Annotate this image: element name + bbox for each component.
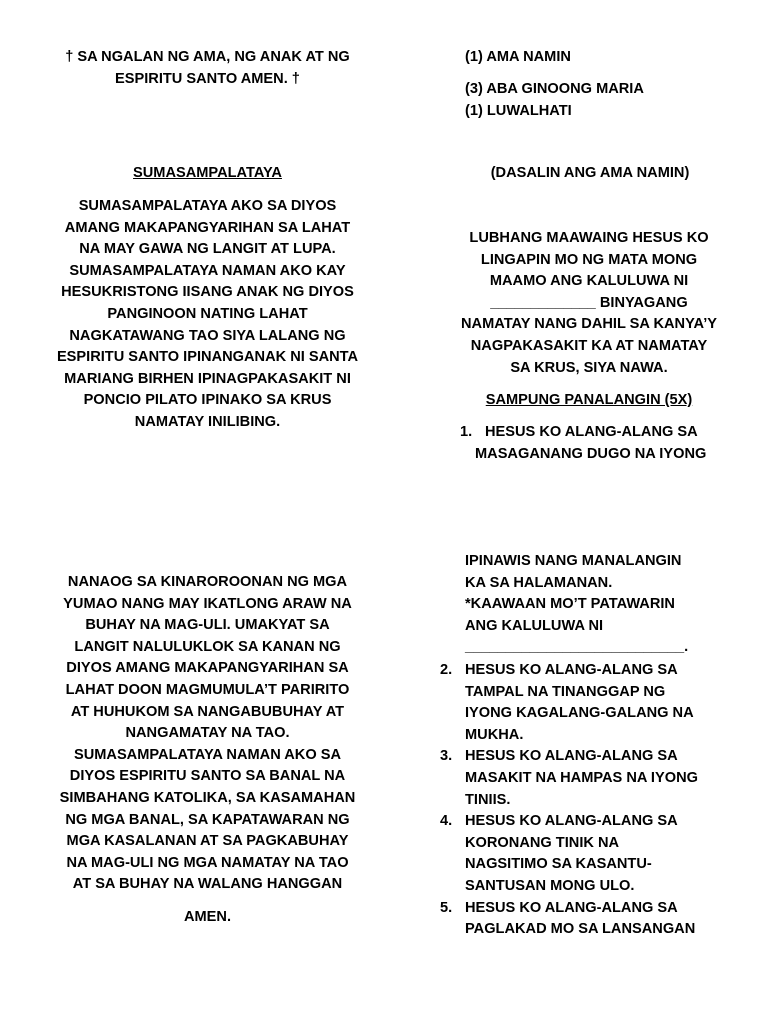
text-line: PANGINOON NATING LAHAT xyxy=(107,305,308,322)
text-line: SA KRUS, SIYA NAWA. xyxy=(510,359,668,376)
amen-wrap xyxy=(30,907,385,929)
list-item xyxy=(460,422,760,465)
ten-prayers-list-part1 xyxy=(460,422,760,465)
list-item xyxy=(440,746,740,811)
text-line: SUMASAMPALATAYA NAMAN AKO KAY xyxy=(69,262,346,279)
list-number: 4. xyxy=(440,813,453,830)
text-line: NANAOG SA KINAROROONAN NG MGA xyxy=(67,574,348,590)
mercy-prayer xyxy=(430,228,748,379)
ten-prayers-title: SAMPUNG PANALANGIN (5X) xyxy=(485,392,693,408)
text-line: AT SA BUHAY NA WALANG HANGGAN xyxy=(72,876,343,893)
prayer-list-cont xyxy=(465,79,745,122)
text-line: MASAGANANG DUGO NA IYONG xyxy=(475,445,707,462)
text-line: NG MGA BANAL, SA KAPATAWARAN NG xyxy=(65,811,350,828)
text-line: SUMASAMPALATAYA AKO SA DIYOS xyxy=(78,198,337,214)
creed-part-1 xyxy=(30,196,385,434)
prayer-list xyxy=(465,47,745,69)
list-number: 1. xyxy=(460,424,473,440)
text-line: MASAKIT NA HAMPAS NA IYONG xyxy=(465,769,698,786)
ten-prayers-title-wrap xyxy=(430,390,748,412)
text-line: LUBHANG MAAWAING HESUS KO xyxy=(469,230,709,246)
text-line: AMANG MAKAPANGYARIHAN SA LAHAT xyxy=(64,219,351,236)
text-line: ESPIRITU SANTO AMEN. † xyxy=(115,70,300,87)
prayer-list-item: (3) ABA GINOONG MARIA xyxy=(465,81,644,97)
text-line: ANG KALULUWA NI xyxy=(465,617,604,634)
text-line: † SA NGALAN NG AMA, NG ANAK AT NG xyxy=(65,49,350,65)
text-line: LANGIT NALULUKLOK SA KANAN NG xyxy=(74,638,341,655)
text-line: IPINAWIS NANG MANALANGIN xyxy=(465,553,682,569)
text-line: NAGKATAWANG TAO SIYA LALANG NG xyxy=(69,327,346,344)
text-line: HESUS KO ALANG-ALANG SA xyxy=(465,813,678,830)
text-line: MUKHA. xyxy=(465,726,524,743)
list-item xyxy=(440,660,740,746)
text-line: ESPIRITU SANTO IPINANGANAK NI SANTA xyxy=(56,349,359,366)
text-line: DIYOS AMANG MAKAPANGYARIHAN SA xyxy=(66,660,349,677)
text-line: MGA KASALANAN AT SA PAGKABUHAY xyxy=(66,833,349,850)
text-line: LAHAT DOON MAGMUMULA’T PARIRITO xyxy=(65,681,350,698)
amen: AMEN. xyxy=(183,909,232,925)
text-line: _____________ BINYAGANG xyxy=(490,294,688,311)
list-item xyxy=(440,811,740,897)
text-line: LINGAPIN MO NG MATA MONG xyxy=(480,251,698,268)
text-line: TINIIS. xyxy=(465,791,511,808)
text-line: MAAMO ANG KALULUWA NI xyxy=(489,273,689,290)
opening-sign-of-cross xyxy=(30,47,385,90)
text-line: SUMASAMPALATAYA NAMAN AKO SA xyxy=(73,746,342,763)
instruction-wrap xyxy=(440,163,740,185)
text-line: NANGAMATAY NA TAO. xyxy=(125,725,290,742)
text-line: MARIANG BIRHEN IPINAGPAKASAKIT NI xyxy=(64,370,351,387)
list-number: 2. xyxy=(440,662,453,678)
text-line: PONCIO PILATO IPINAKO SA KRUS xyxy=(83,392,332,409)
prayer-continuation xyxy=(465,551,745,659)
list-number: 5. xyxy=(440,899,453,916)
prayer-list-item: (1) LUWALHATI xyxy=(465,102,572,119)
text-line: IYONG KAGALANG-GALANG NA xyxy=(465,705,694,722)
text-line: KA SA HALAMANAN. xyxy=(465,574,613,591)
text-line: SIMBAHANG KATOLIKA, SA KASAMAHAN xyxy=(59,789,356,806)
list-number: 3. xyxy=(440,748,453,765)
ten-prayers-list-part2 xyxy=(440,660,740,941)
text-line: PAGLAKAD MO SA LANSANGAN xyxy=(465,921,696,938)
text-line: YUMAO NANG MAY IKATLONG ARAW NA xyxy=(63,595,352,612)
prayer-list-item: (1) AMA NAMIN xyxy=(465,49,571,65)
text-line: HESUS KO ALANG-ALANG SA xyxy=(465,662,678,678)
text-line: DIYOS ESPIRITU SANTO SA BANAL NA xyxy=(69,768,346,785)
text-line: BUHAY NA MAG-ULI. UMAKYAT SA xyxy=(85,617,330,634)
text-line: NAMATAY INILIBING. xyxy=(134,413,281,430)
text-line: HESUS KO ALANG-ALANG SA xyxy=(465,899,678,916)
text-line: HESUS KO ALANG-ALANG SA xyxy=(465,748,678,765)
text-line: SANTUSAN MONG ULO. xyxy=(465,877,635,894)
text-line: NAGPAKASAKIT KA AT NAMATAY xyxy=(470,337,708,354)
blank-line: ___________________________. xyxy=(465,639,689,656)
text-line: NAMATAY NANG DAHIL SA KANYA’Y xyxy=(461,316,717,333)
text-line: TAMPAL NA TINANGGAP NG xyxy=(465,683,666,700)
instruction: (DASALIN ANG AMA NAMIN) xyxy=(490,165,690,181)
text-line: HESUS KO ALANG-ALANG SA xyxy=(485,424,698,440)
text-line: *KAAWAAN MO’T PATAWARIN xyxy=(465,596,675,613)
text-line: HESUKRISTONG IISANG ANAK NG DIYOS xyxy=(61,284,354,301)
creed-part-2 xyxy=(30,572,385,896)
text-line: AT HUHUKOM SA NANGABUBUHAY AT xyxy=(70,703,345,720)
text-line: NA MAG-ULI NG MGA NAMATAY NA TAO xyxy=(66,854,349,871)
text-line: NAGSITIMO SA KASANTU- xyxy=(465,856,652,873)
text-line: KORONANG TINIK NA xyxy=(465,834,620,851)
creed-title-wrap xyxy=(30,163,385,185)
list-item xyxy=(440,898,740,941)
creed-title: SUMASAMPALATAYA xyxy=(133,165,282,181)
text-line: NA MAY GAWA NG LANGIT AT LUPA. xyxy=(79,241,336,258)
